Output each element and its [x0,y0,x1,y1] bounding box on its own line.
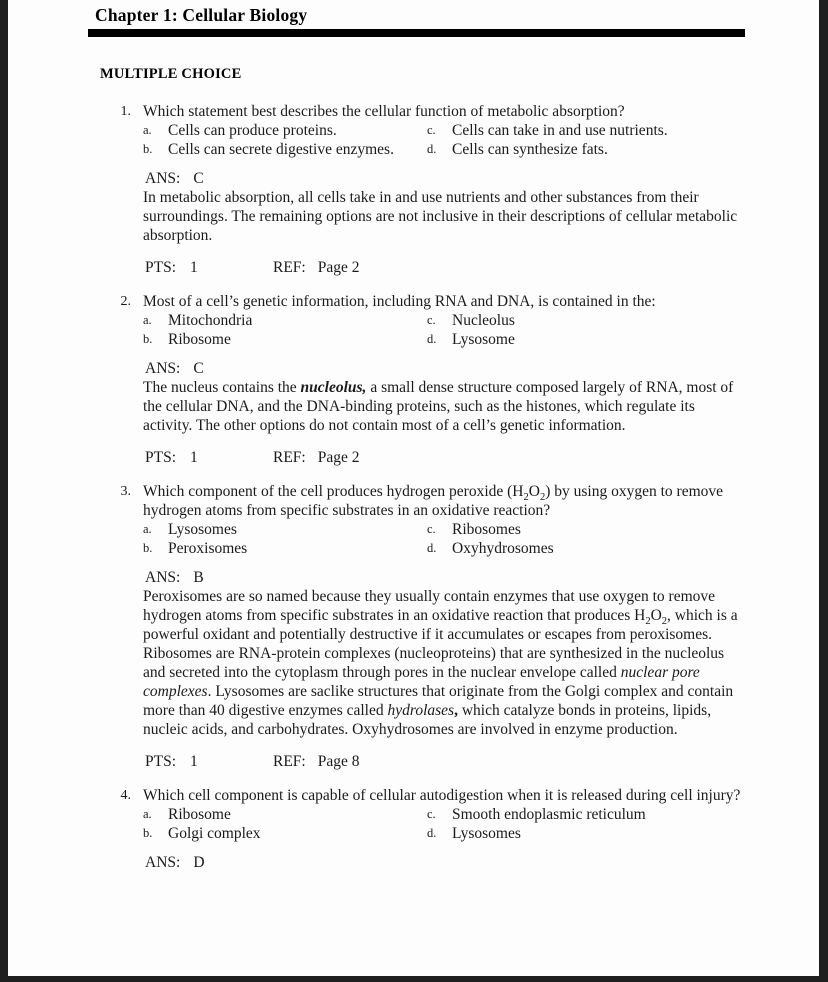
question-number: 1. [120,104,131,119]
header-rule [88,29,745,37]
answer-feedback: Peroxisomes are so named because they usually contain enzymes that use oxygen to remove hydrogen atoms from specific substrates in an oxidative reaction that produces $H_2O_2$, which is a powerful oxidant and potentially destructive if it accumulates or escapes from peroxisomes. Ribosomes are RNA-protein complexes (nucleoproteins) that are synthesized in the nucleolus and secreted into the cytoplasm through pores in the nuclear envelope called nuclear pore complexes. Lysosomes are saclike structures that originate from the Golgi complex and contain more than 40 digestive enzymes called hydrolases, which catalyze bonds in proteins, lipids, nucleic acids, and carbohydrates. Oxyhydrosomes are involved in enzyme production. [143,588,738,738]
option-letter: d. [427,142,437,156]
answer-option [143,121,427,140]
option-text: Smooth endoplasmic reticulum [452,806,646,823]
points-label: PTS: [145,259,177,276]
option-text: Lysosome [452,331,515,348]
answer-feedback: In metabolic absorption, all cells take in and use nutrients and other substances from their surroundings. The remaining options are not inclusive in their descriptions of cellular metabolic absorption. [143,189,738,244]
answer-value: C [193,170,204,187]
reference-block [273,753,360,770]
question-stem: Which component of the cell produces hydrogen peroxide $(H_2O_2)$ by using oxygen to remove hydrogen atoms from specific substrates in an oxidative reaction? [143,483,724,519]
option-letter: b. [143,826,153,840]
reference-block [273,259,360,276]
points-block [145,448,273,467]
answer-options [143,520,742,558]
option-text: Nucleolus [452,312,515,329]
answer-options [143,311,742,349]
option-text: Lysosomes [452,825,521,842]
answer-line [143,568,742,587]
answer-label: ANS: [145,360,181,377]
answer-option [143,520,427,539]
answer-value: B [193,569,204,586]
document-header [95,5,751,37]
points-reference-line [143,258,742,277]
answer-option [427,311,742,330]
answer-option [143,539,427,558]
section-heading: MULTIPLE CHOICE [100,66,242,82]
option-text: Oxyhydrosomes [452,540,554,557]
question-body [143,482,742,771]
question-number: 4. [120,788,131,803]
answer-feedback: The nucleus contains the nucleolus, a small dense structure composed largely of RNA, most of the cellular DNA, and the DNA-binding proteins, such as the histones, which regulate its activity. The other options do not contain most of a cell’s genetic information. [143,379,734,434]
option-letter: b. [143,332,153,346]
points-block [145,258,273,277]
answer-line [143,359,742,378]
reference-block [273,449,360,466]
points-value: 1 [190,753,198,770]
option-text: Ribosomes [452,521,521,538]
answer-option [427,805,742,824]
option-letter: a. [143,313,152,327]
option-text: Cells can take in and use nutrients. [452,122,668,139]
option-text: Lysosomes [168,521,237,538]
points-value: 1 [190,449,198,466]
question-body [143,292,742,467]
option-letter: a. [143,522,152,536]
answer-option [427,824,742,843]
answer-option [427,121,742,140]
points-label: PTS: [145,449,177,466]
reference-label: REF: [273,753,306,770]
option-text: Cells can secrete digestive enzymes. [168,141,394,158]
option-letter: a. [143,807,152,821]
option-letter: c. [427,123,436,137]
option-text: Mitochondria [168,312,253,329]
option-letter: d. [427,332,437,346]
answer-value: D [193,854,205,871]
answer-option [427,140,742,159]
question-item [95,482,751,771]
option-text: Golgi complex [168,825,261,842]
points-label: PTS: [145,753,177,770]
points-block [145,752,273,771]
answer-option [143,824,427,843]
option-text: Cells can synthesize fats. [452,141,608,158]
question-item [95,786,751,872]
answer-option [143,330,427,349]
reference-label: REF: [273,449,306,466]
option-text: Ribosome [168,331,231,348]
answer-options [143,805,742,843]
option-letter: d. [427,541,437,555]
points-reference-line [143,448,742,467]
chapter-title: Chapter 1: Cellular Biology [95,5,308,25]
reference-value: Page 2 [317,449,360,466]
answer-option [143,805,427,824]
option-letter: c. [427,807,436,821]
reference-value: Page 2 [317,259,360,276]
option-letter: c. [427,313,436,327]
answer-value: C [193,360,204,377]
option-letter: b. [143,541,153,555]
reference-value: Page 8 [317,753,360,770]
answer-option [427,520,742,539]
answer-label: ANS: [145,569,181,586]
points-reference-line [143,752,742,771]
question-stem: Which cell component is capable of cellular autodigestion when it is released during cell injury? [143,787,741,804]
option-letter: b. [143,142,153,156]
answer-option [427,539,742,558]
answer-line [143,169,742,188]
reference-label: REF: [273,259,306,276]
question-body [143,786,742,872]
option-text: Ribosome [168,806,231,823]
option-letter: c. [427,522,436,536]
document-page [8,0,819,976]
option-letter: d. [427,826,437,840]
answer-line [143,853,742,872]
question-item [95,292,751,467]
question-item [95,102,751,277]
question-stem: Which statement best describes the cellular function of metabolic absorption? [143,103,625,120]
answer-option [427,330,742,349]
option-text: Cells can produce proteins. [168,122,337,139]
answer-label: ANS: [145,854,181,871]
answer-option [143,140,427,159]
question-number: 3. [120,484,131,499]
option-letter: a. [143,123,152,137]
question-body [143,102,742,277]
answer-option [143,311,427,330]
answer-label: ANS: [145,170,181,187]
option-text: Peroxisomes [168,540,248,557]
answer-options [143,121,742,159]
question-list [95,102,751,872]
question-number: 2. [120,294,131,309]
question-stem: Most of a cell’s genetic information, including RNA and DNA, is contained in the: [143,293,656,310]
points-value: 1 [190,259,198,276]
